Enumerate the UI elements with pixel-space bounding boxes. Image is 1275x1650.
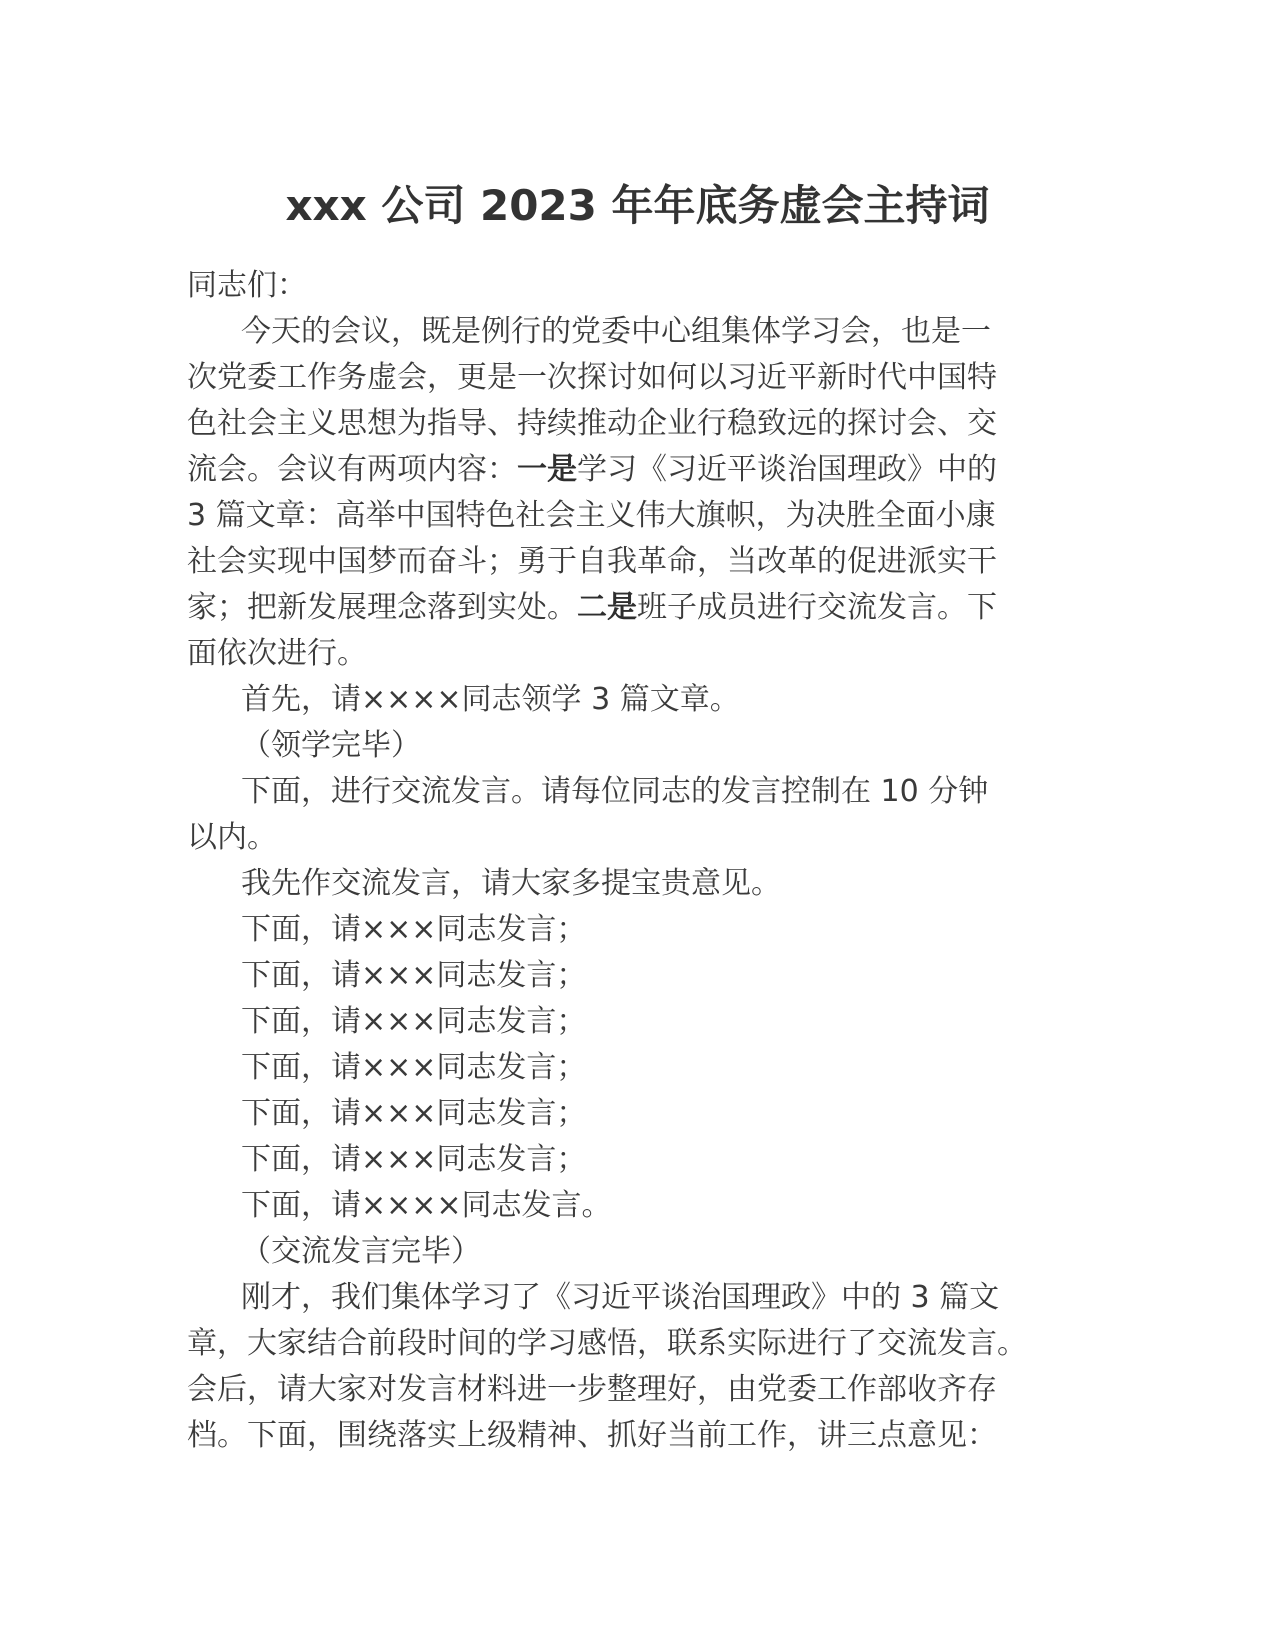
intro-line: [187, 585, 1107, 631]
self-speech-line: 我先作交流发言，请大家多提宝贵意见。: [241, 866, 781, 901]
document-title: xxx 公司 2023 年年底务虚会主持词: [285, 181, 990, 230]
intro-text: 家；把新发展理念落到实处。: [187, 590, 577, 625]
exchange-done-note: （交流发言完毕）: [241, 1234, 481, 1269]
intro-paragraph: [187, 309, 1107, 677]
summary-line: 刚才，我们集体学习了《习近平谈治国理政》中的 3 篇文: [241, 1280, 1000, 1315]
speaker-line: 下面，请××××同志发言。: [241, 1188, 612, 1223]
speaker-line: 下面，请×××同志发言；: [241, 1096, 587, 1131]
lead-done-note: （领学完毕）: [241, 728, 421, 763]
intro-line: 面依次进行。: [187, 636, 367, 671]
intro-line: 今天的会议，既是例行的党委中心组集体学习会，也是一: [241, 314, 991, 349]
salutation: 同志们：: [187, 268, 307, 303]
speaker-line: 下面，请×××同志发言；: [241, 1004, 587, 1039]
intro-text: 流会。会议有两项内容：: [187, 452, 517, 487]
exchange-line: 下面，进行交流发言。请每位同志的发言控制在 10 分钟: [241, 774, 989, 809]
lead-study-line: 首先，请××××同志领学 3 篇文章。: [241, 682, 740, 717]
summary-line: 档。下面，围绕落实上级精神、抓好当前工作，讲三点意见：: [187, 1418, 997, 1453]
speaker-line: 下面，请×××同志发言；: [241, 958, 587, 993]
summary-line: 章，大家结合前段时间的学习感悟，联系实际进行了交流发言。: [187, 1326, 1027, 1361]
summary-paragraph: [187, 1275, 1107, 1459]
intro-line: [187, 447, 1107, 493]
second-item-label: 二是: [577, 590, 637, 625]
intro-line: 社会实现中国梦而奋斗；勇于自我革命，当改革的促进派实干: [187, 544, 997, 579]
speaker-line: 下面，请×××同志发言；: [241, 912, 587, 947]
speaker-line: 下面，请×××同志发言；: [241, 1142, 587, 1177]
intro-text: 班子成员进行交流发言。下: [637, 590, 997, 625]
intro-line: 色社会主义思想为指导、持续推动企业行稳致远的探讨会、交: [187, 406, 997, 441]
exchange-paragraph: [187, 769, 1107, 861]
intro-text: 学习《习近平谈治国理政》中的: [577, 452, 997, 487]
document-body: [187, 263, 1107, 1459]
intro-line: 3 篇文章：高举中国特色社会主义伟大旗帜，为决胜全面小康: [187, 498, 996, 533]
first-item-label: 一是: [517, 452, 577, 487]
speaker-line: 下面，请×××同志发言；: [241, 1050, 587, 1085]
intro-line: 次党委工作务虚会，更是一次探讨如何以习近平新时代中国特: [187, 360, 997, 395]
summary-line: 会后，请大家对发言材料进一步整理好，由党委工作部收齐存: [187, 1372, 997, 1407]
exchange-line: 以内。: [187, 820, 277, 855]
